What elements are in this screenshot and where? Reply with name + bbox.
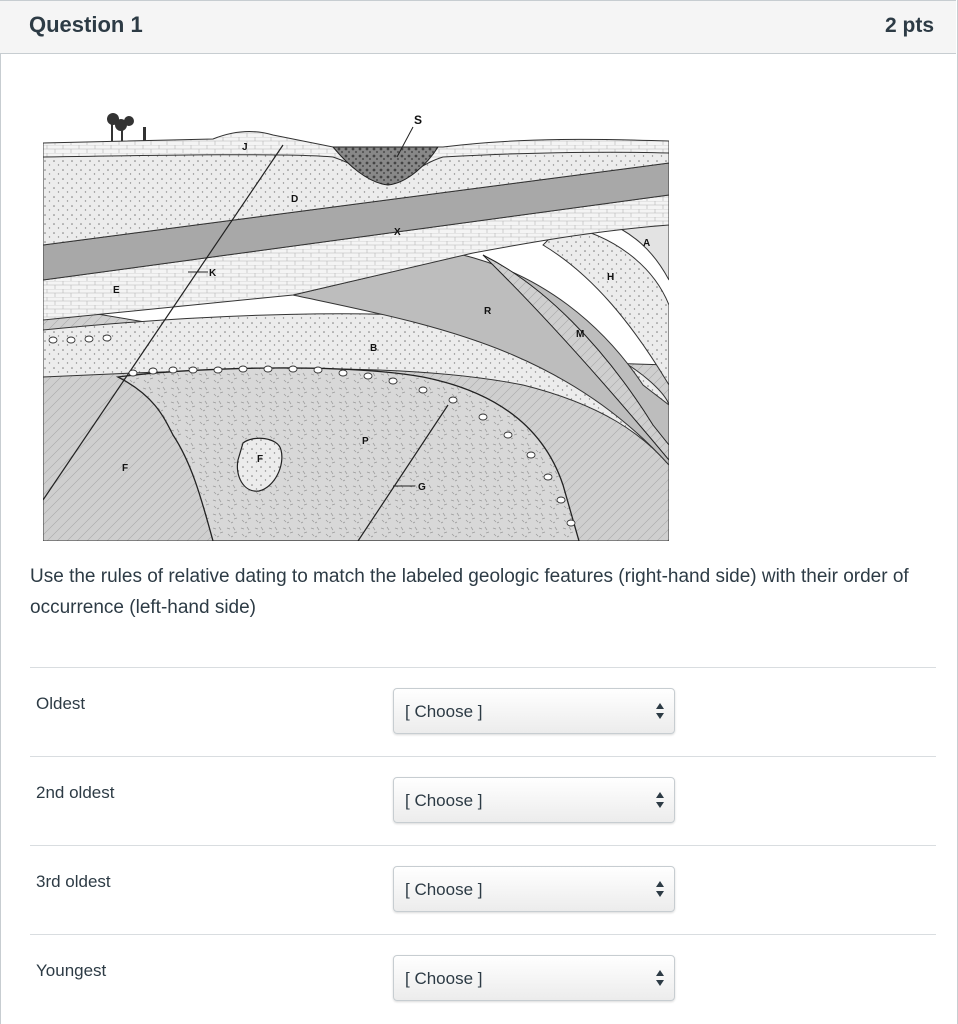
- order-select-youngest[interactable]: [393, 955, 675, 1001]
- match-label: Youngest: [36, 961, 107, 980]
- order-select-3rd-oldest[interactable]: [393, 866, 675, 912]
- label-p: P: [362, 436, 369, 447]
- question-points: 2 pts: [884, 14, 934, 37]
- label-f: F: [122, 463, 129, 474]
- select-value: [ Choose ]: [405, 880, 483, 899]
- order-select-2nd-oldest[interactable]: [393, 777, 675, 823]
- match-row-2nd-oldest: [30, 756, 936, 845]
- select-arrows-icon: [655, 880, 665, 898]
- label-g: G: [418, 482, 426, 493]
- select-value: [ Choose ]: [405, 791, 483, 810]
- select-value: [ Choose ]: [405, 969, 483, 988]
- select-arrows-icon: [655, 791, 665, 809]
- label-m: M: [576, 329, 585, 340]
- match-row-3rd-oldest: [30, 845, 936, 934]
- geologic-cross-section-diagram: [43, 105, 669, 541]
- select-arrows-icon: [655, 969, 665, 987]
- label-d: D: [291, 194, 299, 205]
- order-select-oldest[interactable]: [393, 688, 675, 734]
- match-label: 2nd oldest: [36, 783, 115, 802]
- select-arrows-icon: [655, 702, 665, 720]
- select-value: [ Choose ]: [405, 702, 483, 721]
- label-j: J: [242, 142, 248, 153]
- label-k: K: [209, 268, 217, 279]
- match-row-youngest: [30, 934, 936, 1023]
- match-label: Oldest: [36, 694, 86, 713]
- question-prompt: Use the rules of relative dating to match the labeled geologic features (right-hand side) with their order of occurrence (left-hand side): [30, 566, 909, 618]
- label-x: X: [394, 227, 401, 238]
- label-a: A: [643, 238, 651, 249]
- match-label: 3rd oldest: [36, 872, 111, 891]
- question-title: Question 1: [29, 12, 143, 37]
- label-r: R: [484, 306, 492, 317]
- match-row-oldest: [30, 667, 936, 756]
- label-f-xenolith: F: [257, 454, 264, 465]
- question-header: [0, 0, 956, 54]
- label-e: E: [113, 285, 120, 296]
- label-s: S: [414, 113, 423, 127]
- label-h: H: [607, 272, 615, 283]
- label-b: B: [370, 343, 378, 354]
